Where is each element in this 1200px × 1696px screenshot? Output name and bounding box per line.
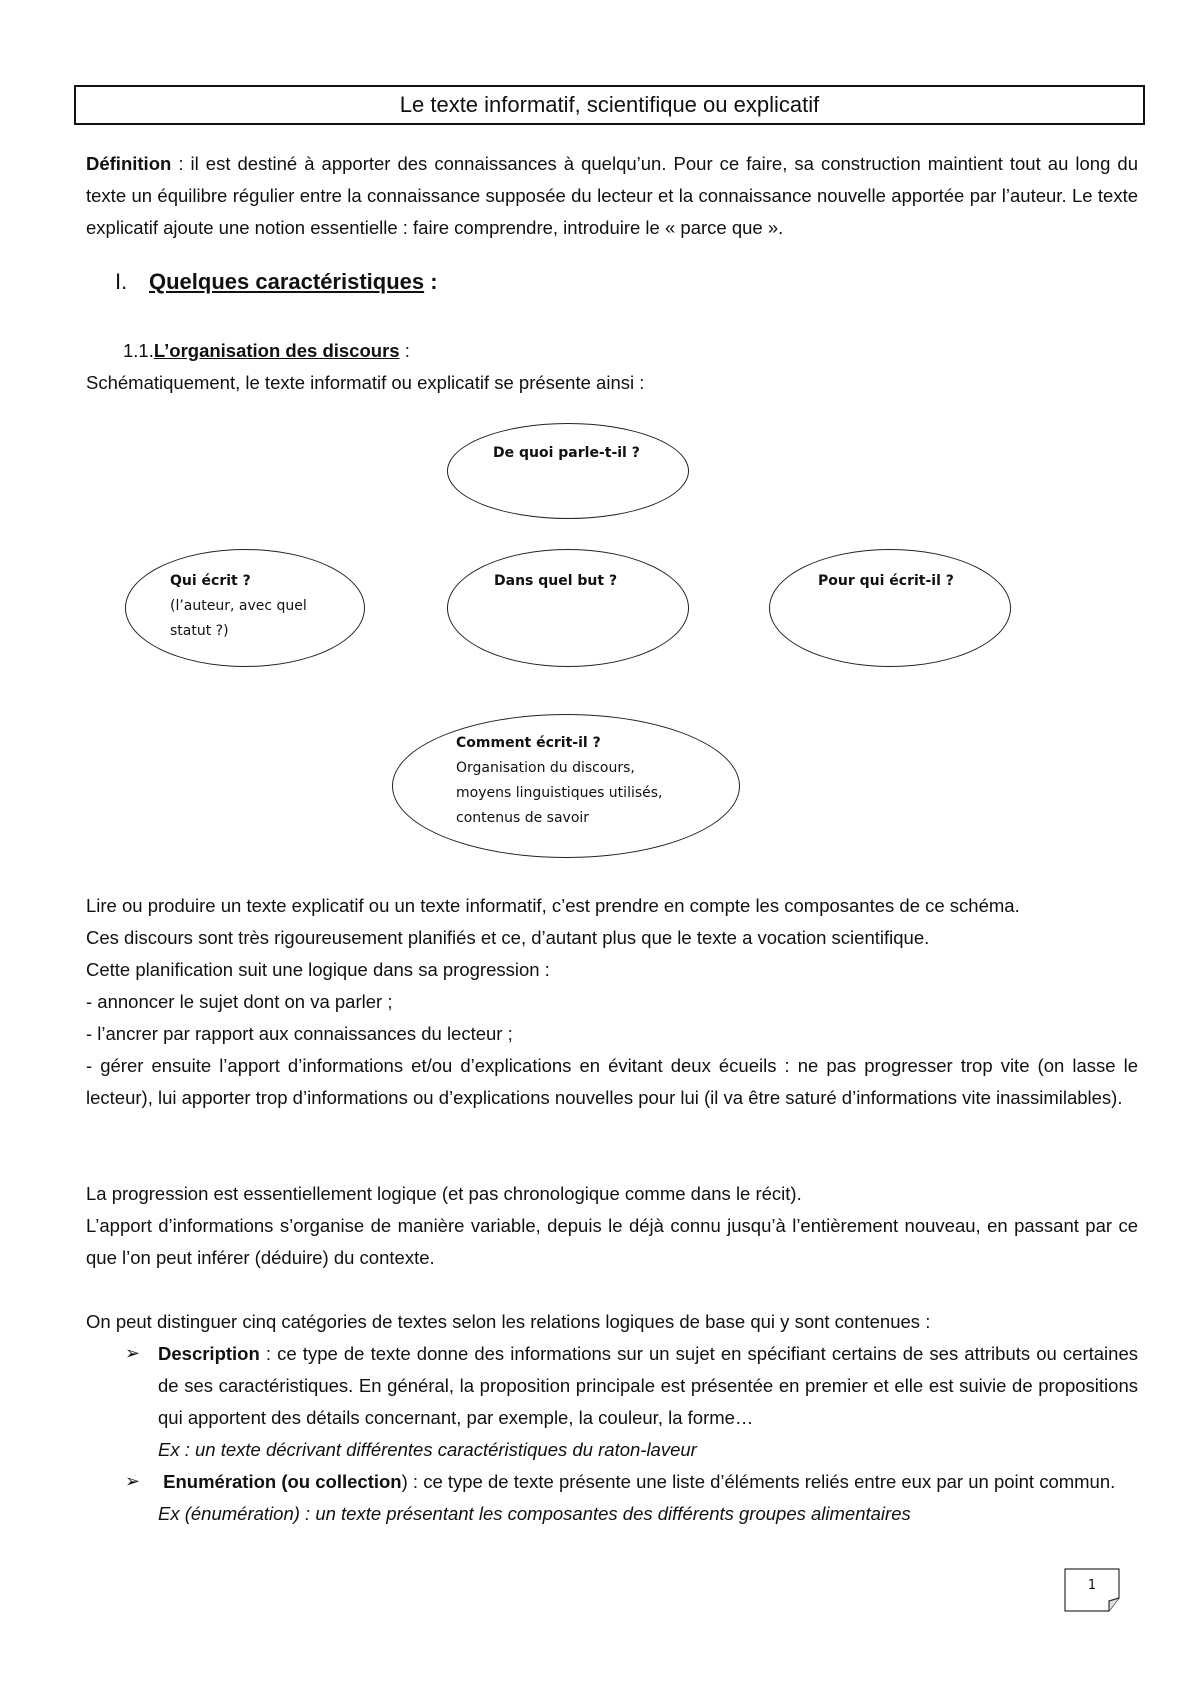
body-line-2: Ces discours sont très rigoureusement planifiés et ce, d’autant plus que le texte a vocation scientifique. [86,927,930,948]
bullet-arrow-icon: ➢ [125,1343,141,1364]
body-line-9: On peut distinguer cinq catégories de textes selon les relations logiques de base qui y sont contenues : [86,1311,931,1332]
ellipse-bottom-line3: contenus de savoir [456,810,590,826]
ellipse-top [447,423,689,519]
subsection-title: L’organisation des discours [153,340,400,361]
ellipse-middle-title: Dans quel but ? [494,573,618,589]
body-paragraph-6: - gérer ensuite l’apport d’informations et/ou d’explications en évitant deux écueils : ne pas progresser trop vite (on lasse le lecteur), lui apporter trop d’informations ou d’explications nouvelles pour lui (il va être saturé d’informations vite inassimilables). [86,1055,1138,1108]
ellipse-bottom-text [456,731,663,831]
ellipse-left-line2: statut ?) [170,623,229,639]
ellipse-left-title: Qui écrit ? [170,573,251,589]
page-title [74,85,1145,125]
ellipse-top-title: De quoi parle-t-il ? [493,445,640,461]
definition-text: : il est destiné à apporter des connaissances à quelqu’un. Pour ce faire, sa construction maintient tout au long du texte un équilibre régulier entre la connaissance supposée du lecteur et la connaissance nouvelle apportée par l’auteur. Le texte explicatif ajoute une notion essentielle : faire comprendre, introduire le « parce que ». [86,153,1138,238]
ellipse-left-line1: (l’auteur, avec quel [170,598,307,614]
bullet-enumeration-example: Ex (énumération) : un texte présentant les composantes des différents groupes alimentaires [158,1503,911,1524]
body-line-3: Cette planification suit une logique dans sa progression : [86,959,550,980]
ellipse-right-title: Pour qui écrit-il ? [818,573,954,589]
subsection-heading [123,335,410,367]
ellipse-bottom-title: Comment écrit-il ? [456,735,601,751]
ellipse-right [769,549,1011,667]
bullet-enumeration-text: ) : ce type de texte présente une liste d’éléments reliés entre eux par un point commun. [401,1471,1116,1492]
bullet-description [158,1338,1138,1466]
ellipse-bottom-line2: moyens linguistiques utilisés, [456,785,663,801]
subsection-number: 1.1. [123,340,154,361]
page-title-text: Le texte informatif, scientifique ou explicatif [399,92,820,117]
bullet-description-label: Description [158,1343,260,1364]
ellipse-middle [447,549,689,667]
body-line-7: La progression est essentiellement logique (et pas chronologique comme dans le récit). [86,1183,802,1204]
bullet-enumeration [158,1466,1138,1530]
section-title: Quelques caractéristiques [149,269,425,294]
ellipse-bottom-line1: Organisation du discours, [456,760,635,776]
bullet-arrow-icon: ➢ [125,1471,141,1492]
section-suffix: : [424,269,438,294]
definition-paragraph [86,148,1138,244]
page-number-box [1064,1568,1120,1612]
subsection-suffix: : [399,340,410,361]
section-heading [115,266,438,298]
bullet-description-text: : ce type de texte donne des informations sur un sujet en spécifiant certains de ses attributs ou certaines de ses caractéristiques. En général, la proposition principale est présentée en premier et elle est suivie de propositions qui apportent des détails concernant, par exemple, la couleur, la forme… [158,1343,1138,1428]
ellipse-left-text [170,569,307,644]
body-line-1: Lire ou produire un texte explicatif ou un texte informatif, c’est prendre en compte les composantes de ce schéma. [86,895,1020,916]
body-line-5: - l’ancrer par rapport aux connaissances du lecteur ; [86,1023,513,1044]
bullet-enumeration-label: Enumération (ou collection [163,1471,402,1492]
intro-line: Schématiquement, le texte informatif ou explicatif se présente ainsi : [86,372,645,393]
body-paragraph-8: L’apport d’informations s’organise de manière variable, depuis le déjà connu jusqu’à l’entièrement nouveau, en passant par ce que l’on peut inférer (déduire) du contexte. [86,1215,1138,1268]
definition-label: Définition [86,153,172,174]
page-number: 1 [1087,1578,1097,1593]
section-number: I. [115,269,128,294]
body-line-4: - annoncer le sujet dont on va parler ; [86,991,393,1012]
bullet-description-example: Ex : un texte décrivant différentes caractéristiques du raton-laveur [158,1439,697,1460]
